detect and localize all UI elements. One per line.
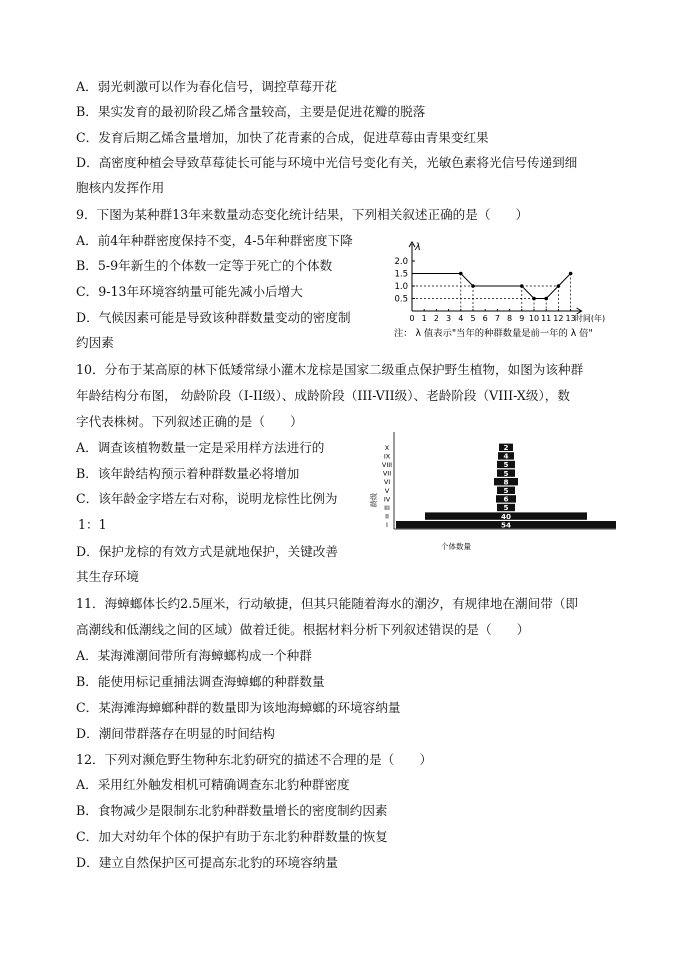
data-point bbox=[471, 284, 475, 288]
text-line: C．某海滩海蟑螂种群的数量即为该地海蟑螂的环境容纳量 bbox=[76, 700, 401, 715]
bar-value-label: 54 bbox=[500, 520, 512, 530]
age-class-label: IX bbox=[383, 452, 391, 461]
text-line: B．该年龄结构预示着种群数量必将增加 bbox=[76, 466, 300, 481]
x-axis-label: 时间(年) bbox=[574, 314, 606, 323]
lambda-line-chart bbox=[388, 238, 638, 344]
data-point bbox=[557, 284, 561, 288]
text-line: 字代表株树。下列叙述正确的是（ ） bbox=[76, 414, 303, 429]
text-line: C．发育后期乙烯含量增加，加快了花青素的合成，促进草莓由青果变红果 bbox=[76, 130, 489, 145]
bar-value-label: 5 bbox=[503, 503, 509, 513]
age-structure-pyramid bbox=[364, 424, 618, 556]
bar-value-label: 40 bbox=[500, 511, 512, 521]
y-axis-label: λ bbox=[415, 242, 421, 253]
bar-value-label: 5 bbox=[503, 486, 509, 495]
age-class-label: III bbox=[384, 504, 390, 512]
text-line: 11．海蟑螂体长约2.5厘米，行动敏捷，但其只能随着海水的潮汐，有规律地在潮间带（即 bbox=[76, 596, 579, 611]
age-class-label: VI bbox=[383, 478, 391, 487]
age-class-label: X bbox=[384, 443, 390, 452]
x-tick-label: 3 bbox=[446, 314, 452, 323]
text-line: C．该年龄金字塔左右对称，说明龙棕性比例为 bbox=[76, 491, 338, 506]
age-class-label: VIII bbox=[381, 461, 393, 469]
text-line: A．弱光刺激可以作为春化信号，调控草莓开花 bbox=[76, 79, 337, 94]
x-tick-label: 10 bbox=[528, 314, 540, 323]
text-line: D．潮间带群落存在明显的时间结构 bbox=[76, 726, 276, 741]
x-tick-label: 4 bbox=[458, 314, 464, 323]
data-point bbox=[569, 272, 573, 276]
text-line: B．食物减少是限制东北豹种群数量增长的密度制约因素 bbox=[76, 803, 388, 818]
bar-value-label: 8 bbox=[503, 477, 509, 487]
text-line: 年龄结构分布图， 幼龄阶段（I-II级）、成龄阶段（III-VII级）、老龄阶段（VIII-X级），数 bbox=[76, 388, 570, 403]
x-tick-label: 1 bbox=[421, 314, 427, 323]
data-point bbox=[532, 297, 536, 301]
bar-value-label: 5 bbox=[503, 460, 509, 470]
y-tick-label: 1.0 bbox=[394, 282, 408, 292]
age-class-label: VII bbox=[382, 469, 392, 478]
data-point bbox=[520, 284, 524, 288]
x-tick-label: 6 bbox=[482, 314, 488, 323]
x-tick-label: 9 bbox=[519, 314, 525, 323]
text-line: 9．下图为某种群13年来数量动态变化统计结果，下列相关叙述正确的是（ ） bbox=[76, 207, 529, 222]
age-class-label: V bbox=[384, 486, 390, 495]
text-line: 胞核内发挥作用 bbox=[76, 180, 165, 195]
text-line: 其生存环境 bbox=[76, 569, 139, 584]
text-line: 约因素 bbox=[76, 335, 114, 350]
text-line: A．某海滩潮间带所有海蟑螂构成一个种群 bbox=[76, 648, 312, 663]
text-line: 高潮线和低潮线之间的区域）做着迁徙。根据材料分析下列叙述错误的是（ ） bbox=[76, 622, 530, 637]
y-tick-label: 1.5 bbox=[394, 269, 408, 280]
text-line: B．果实发育的最初阶段乙烯含量较高，主要是促进花瓣的脱落 bbox=[76, 104, 426, 119]
x-tick-label: 11 bbox=[541, 314, 552, 323]
text-line: D．建立自然保护区可提高东北豹的环境容纳量 bbox=[76, 855, 338, 870]
x-tick-label: 12 bbox=[553, 314, 564, 323]
bar-value-label: 5 bbox=[503, 468, 509, 478]
age-class-label: I bbox=[386, 521, 388, 530]
text-line: A．采用红外触发相机可精确调查东北豹种群密度 bbox=[76, 777, 350, 792]
data-point bbox=[459, 272, 463, 276]
bar-value-label: 4 bbox=[503, 451, 509, 461]
text-line: C．加大对幼年个体的保护有助于东北豹种群数量的恢复 bbox=[76, 829, 388, 844]
text-line: 1：1 bbox=[78, 517, 107, 532]
text-line: 10．分布于某高原的林下低矮常绿小灌木龙棕是国家二级重点保护野生植物，如图为该种群 bbox=[76, 362, 584, 377]
text-line: A．调查该植物数量一定是采用样方法进行的 bbox=[76, 440, 325, 455]
text-line: D．保护龙棕的有效方式是就地保护，关键改善 bbox=[76, 544, 338, 559]
pyramid-y-axis-title: 龄级 bbox=[370, 493, 378, 507]
x-tick-label: 2 bbox=[433, 314, 439, 323]
text-line: B．5-9年新生的个体数一定等于死亡的个体数 bbox=[76, 258, 333, 273]
y-tick-label: 2.0 bbox=[394, 257, 408, 267]
x-tick-label: 5 bbox=[470, 314, 476, 323]
text-line: 12．下列对濒危野生物种东北豹研究的描述不合理的是（ ） bbox=[76, 752, 433, 767]
y-tick-label: 0.5 bbox=[394, 294, 408, 305]
chart-note: 注： λ 值表示"当年的种群数量是前一年的 λ 倍" bbox=[394, 328, 593, 339]
data-point bbox=[544, 297, 548, 301]
x-tick-label: 0 bbox=[409, 314, 415, 323]
text-line: D．气候因素可能是导致该种群数量变动的密度制 bbox=[76, 310, 351, 325]
text-line: A．前4年种群密度保持不变，4-5年种群密度下降 bbox=[76, 233, 353, 248]
x-tick-label: 13 bbox=[565, 314, 576, 323]
bar-value-label: 6 bbox=[503, 494, 509, 504]
pyramid-x-axis-title: 个体数量 bbox=[441, 542, 471, 551]
text-line: B．能使用标记重捕法调查海蟑螂的种群数量 bbox=[76, 674, 325, 689]
x-tick-label: 8 bbox=[507, 314, 513, 323]
age-class-label: II bbox=[385, 512, 389, 521]
age-class-label: IV bbox=[383, 495, 391, 504]
bar-value-label: 2 bbox=[503, 443, 509, 452]
text-line: C．9-13年环境容纳量可能先减小后增大 bbox=[76, 284, 303, 299]
x-tick-label: 7 bbox=[494, 314, 500, 323]
text-line: D．高密度种植会导致草莓徒长可能与环境中光信号变化有关，光敏色素将光信号传递到细 bbox=[76, 155, 578, 170]
